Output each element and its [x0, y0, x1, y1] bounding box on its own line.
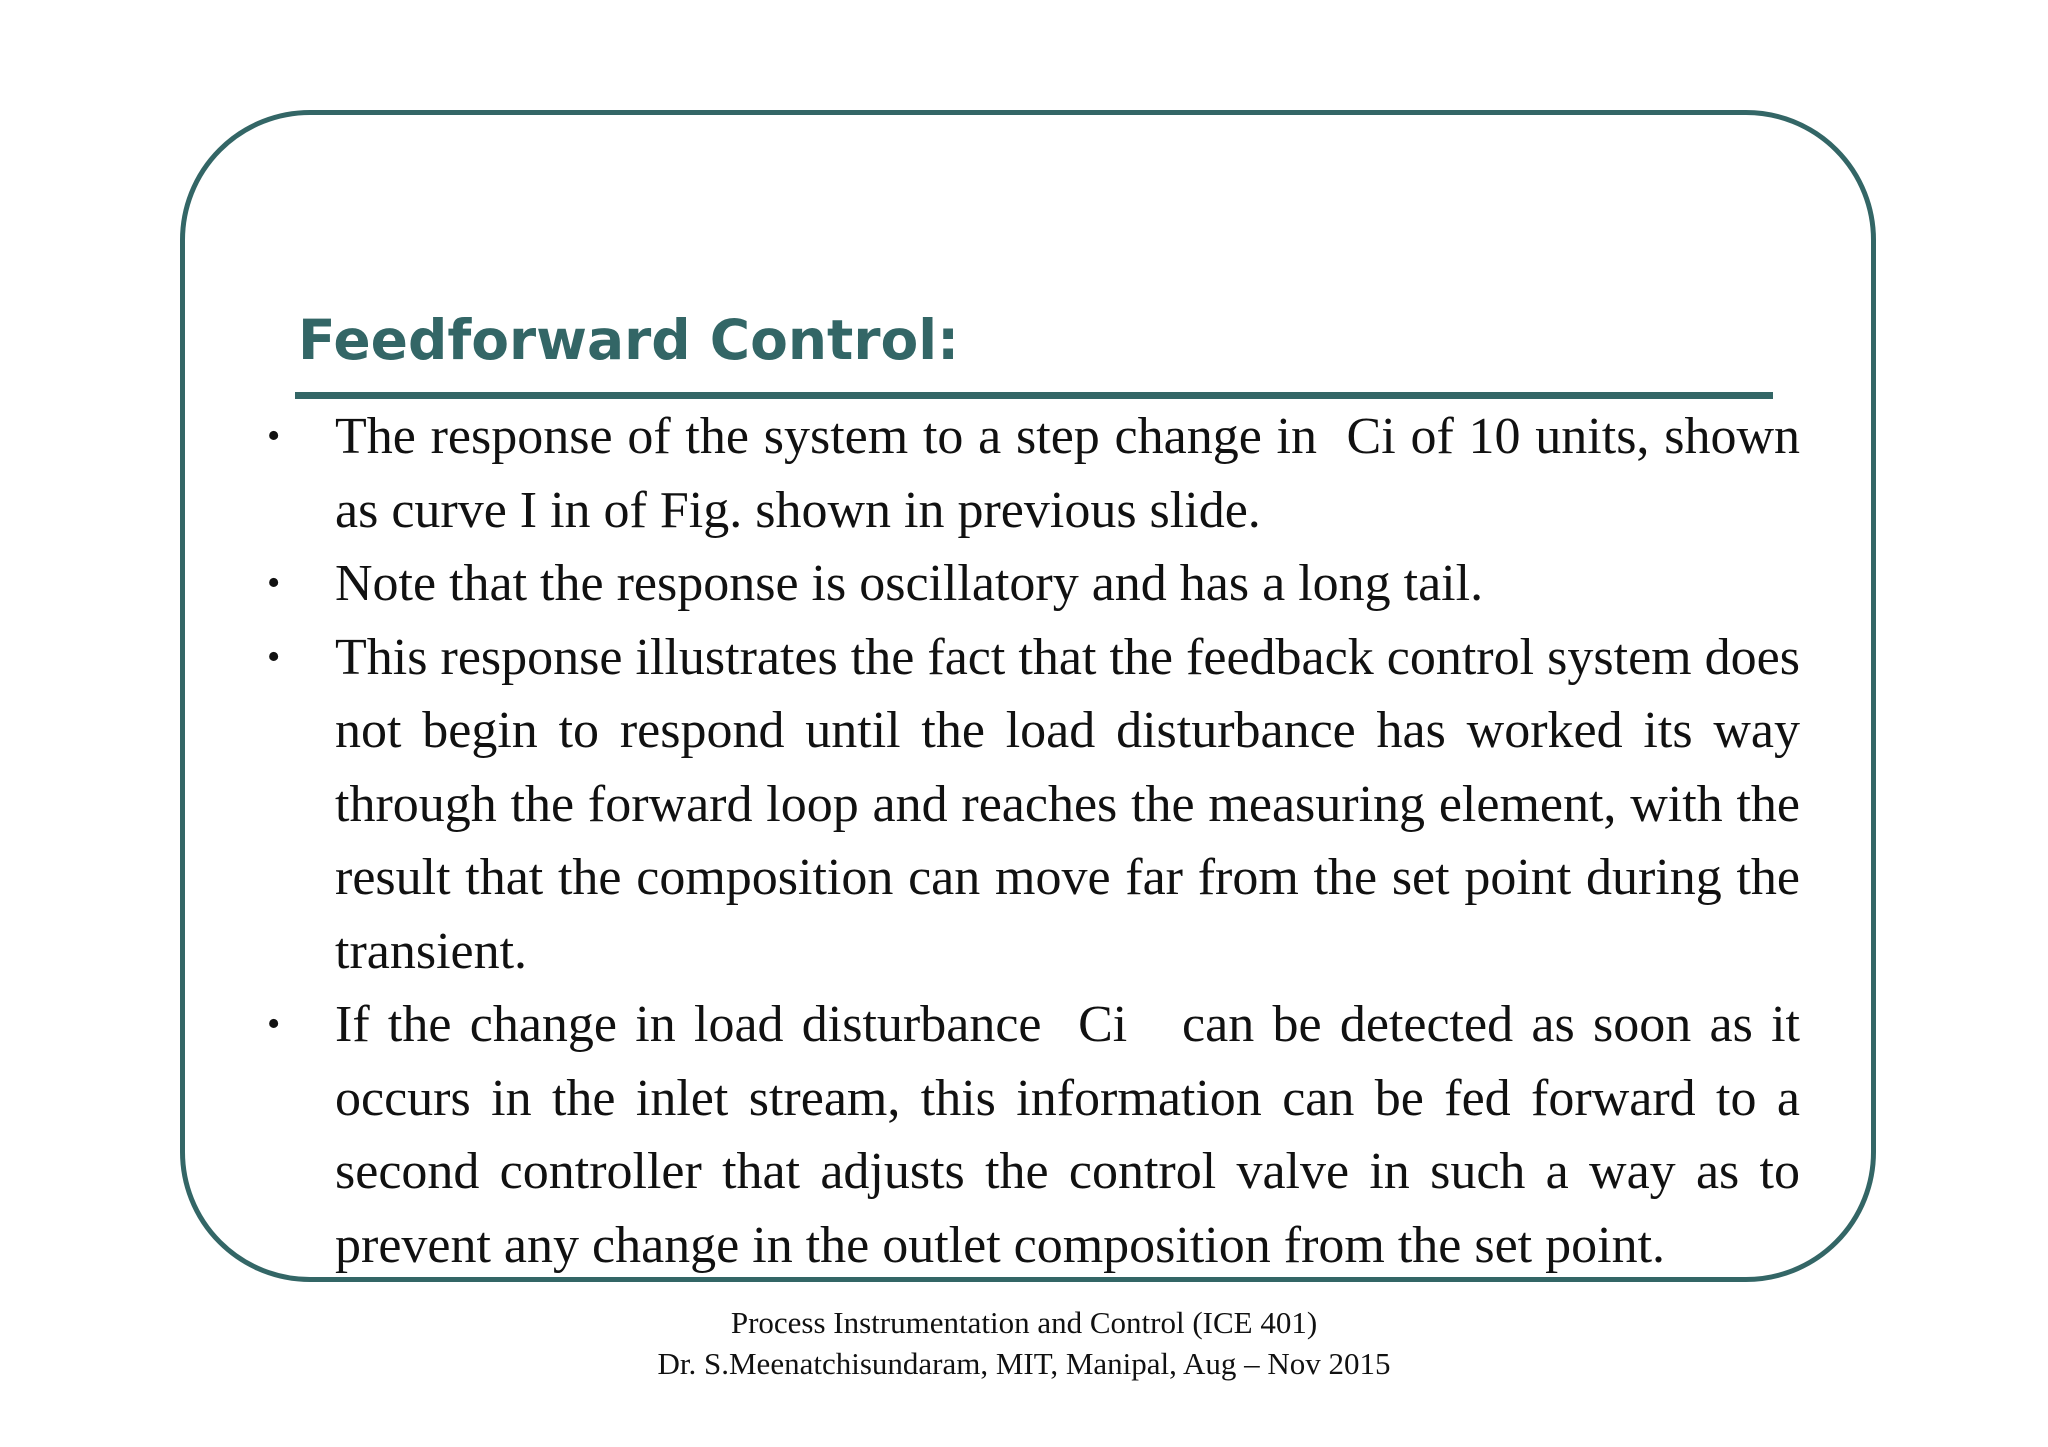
bullet-item	[255, 621, 1800, 989]
title-underline	[295, 392, 1773, 399]
footer-author-line: Dr. S.Meenatchisundaram, MIT, Manipal, Aug – Nov 2015	[657, 1346, 1391, 1381]
bullet-text: If the change in load disturbance Ci can be detected as soon as it occurs in the inlet stream, this information can be fed forward to a second controller that adjusts the control valve in such a way as to prevent any change in the outlet composition from the set point.	[335, 996, 1800, 1274]
bullet-text: Note that the response is oscillatory and has a long tail.	[335, 555, 1484, 612]
bullet-dot-icon: •	[267, 562, 281, 604]
bullet-list	[255, 400, 1800, 1282]
footer-course-line: Process Instrumentation and Control (ICE 401)	[730, 1305, 1318, 1340]
bullet-item	[255, 988, 1800, 1282]
slide-footer	[0, 1302, 2048, 1384]
slide-title: Feedforward Control:	[298, 308, 960, 372]
bullet-text: The response of the system to a step change in Ci of 10 units, shown as curve I in of Fig. shown in previous slide.	[335, 408, 1800, 539]
bullet-item	[255, 400, 1800, 547]
bullet-dot-icon: •	[267, 635, 281, 678]
bullet-dot-icon: •	[267, 1003, 281, 1045]
bullet-item	[255, 547, 1800, 621]
bullet-text: This response illustrates the fact that the feedback control system does not begin to respond until the load disturbance has worked its way through the forward loop and reaches the measuring element, with the result that the composition can move far from the set point during the transient.	[335, 628, 1800, 980]
bullet-dot-icon: •	[267, 415, 281, 457]
